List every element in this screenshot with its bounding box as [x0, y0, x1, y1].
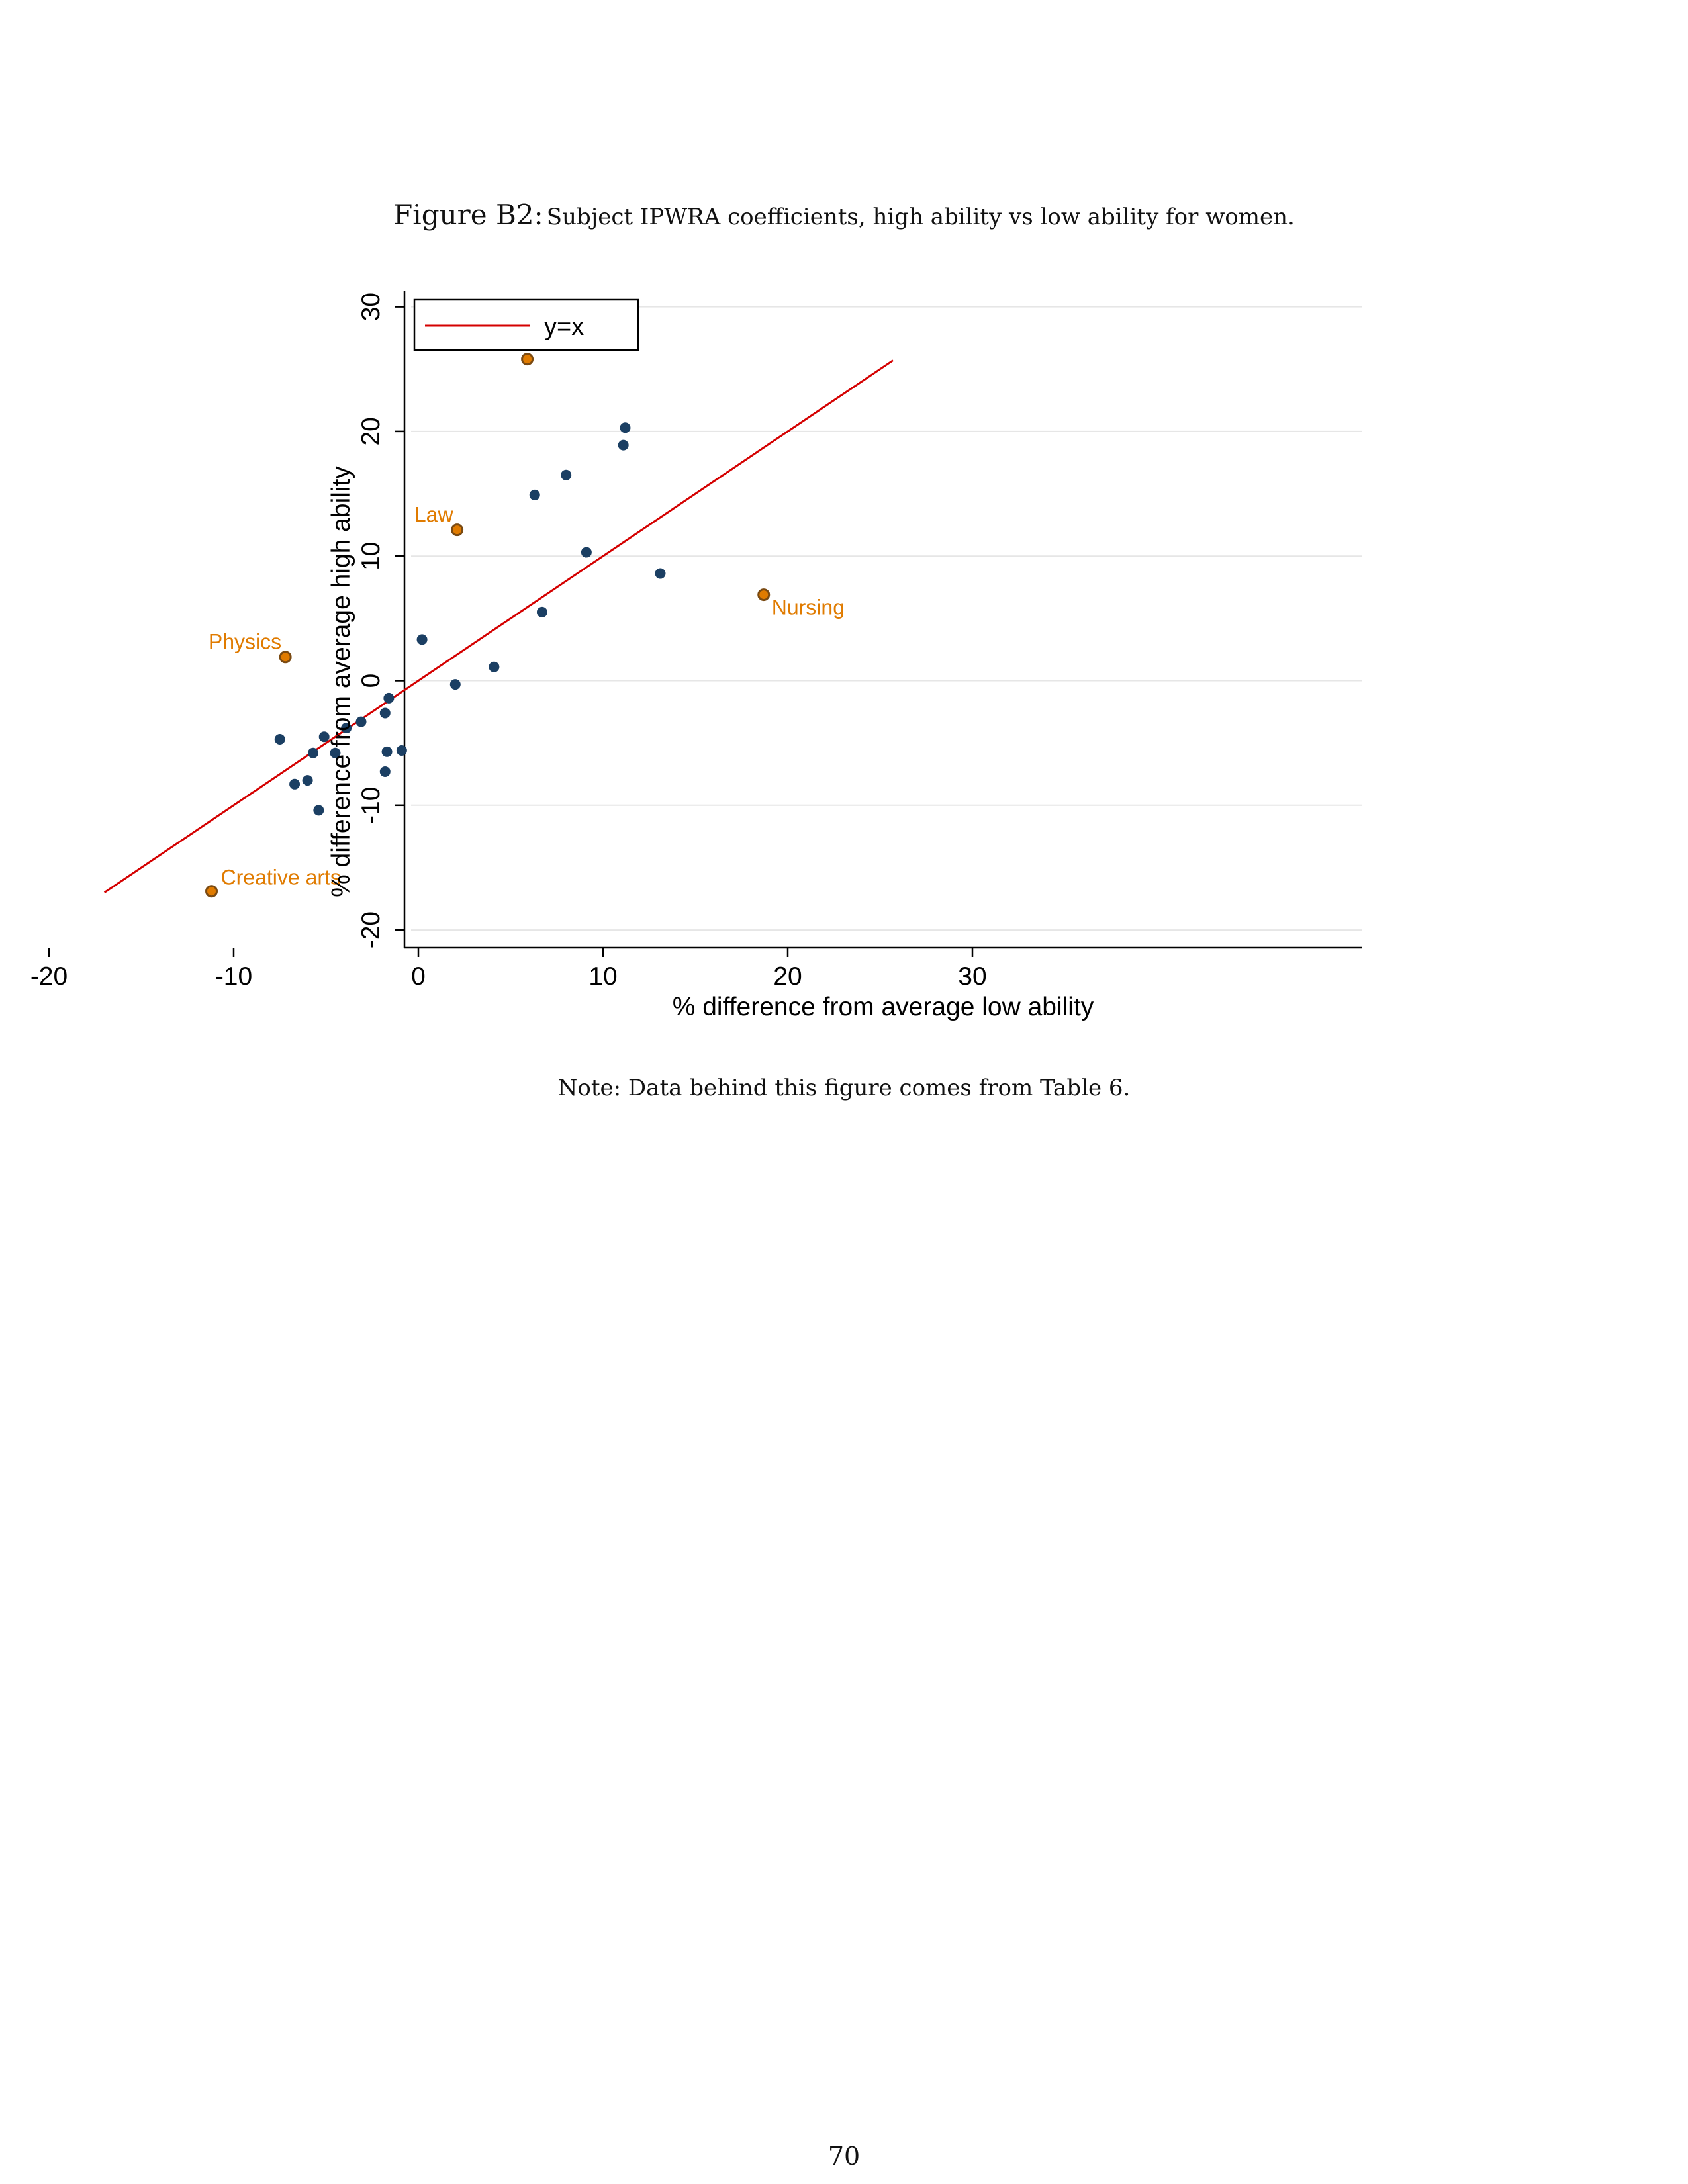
y-tick-label: 20	[357, 417, 385, 446]
point-label: Physics	[208, 629, 282, 654]
data-point	[581, 547, 592, 558]
highlighted-point	[207, 886, 217, 897]
legend	[414, 300, 638, 350]
data-point	[417, 634, 428, 645]
highlighted-point	[759, 590, 769, 600]
data-point	[308, 748, 318, 758]
point-label: Creative arts	[220, 865, 341, 889]
data-point	[356, 717, 367, 727]
data-point	[620, 422, 630, 433]
y-axis-label: % difference from average high ability	[327, 466, 355, 897]
reference-line-layer	[105, 361, 893, 893]
data-point	[489, 662, 499, 672]
data-point	[382, 747, 393, 757]
y-tick-label: -10	[357, 786, 385, 824]
figure-note: Note: Data behind this figure comes from Table 6.	[557, 1075, 1131, 1101]
legend-entry: y=x	[544, 313, 585, 341]
data-point	[383, 693, 394, 704]
data-point	[530, 490, 540, 500]
figure-label: Figure B2:	[393, 199, 543, 231]
x-tick-label: 0	[411, 962, 426, 991]
x-tick-label: 30	[958, 962, 987, 991]
highlighted-point	[280, 652, 291, 662]
scatter-chart	[0, 0, 1688, 1059]
data-point	[380, 707, 391, 718]
data-point	[537, 607, 547, 617]
point-label: Nursing	[771, 595, 845, 619]
x-tick-label: -10	[214, 962, 253, 991]
figure-caption-text: Subject IPWRA coefficients, high ability vs low ability for women.	[546, 204, 1295, 230]
data-point	[397, 745, 407, 756]
x-tick-label: 10	[588, 962, 618, 991]
data-point	[561, 470, 571, 480]
reference-line-y-equals-x	[105, 361, 893, 893]
page-number: 70	[827, 2142, 861, 2171]
y-tick-label: 30	[357, 292, 385, 322]
data-point	[313, 805, 324, 815]
data-point	[303, 775, 313, 786]
highlighted-point	[452, 525, 463, 535]
x-tick-label: 20	[773, 962, 802, 991]
data-point	[618, 440, 629, 451]
y-tick-label: -20	[357, 911, 385, 949]
x-axis-label: % difference from average low ability	[672, 993, 1094, 1021]
highlighted-point	[522, 354, 533, 365]
y-tick-label: 10	[357, 541, 385, 570]
data-point	[289, 779, 300, 790]
data-point	[655, 569, 665, 579]
y-tick-label: 0	[357, 673, 385, 688]
data-point	[380, 766, 391, 777]
data-point	[450, 679, 461, 690]
data-point	[275, 734, 285, 745]
points-layer	[207, 354, 769, 897]
point-label: Law	[414, 502, 453, 527]
gridlines	[411, 307, 1362, 931]
x-tick-label: -20	[30, 962, 68, 991]
